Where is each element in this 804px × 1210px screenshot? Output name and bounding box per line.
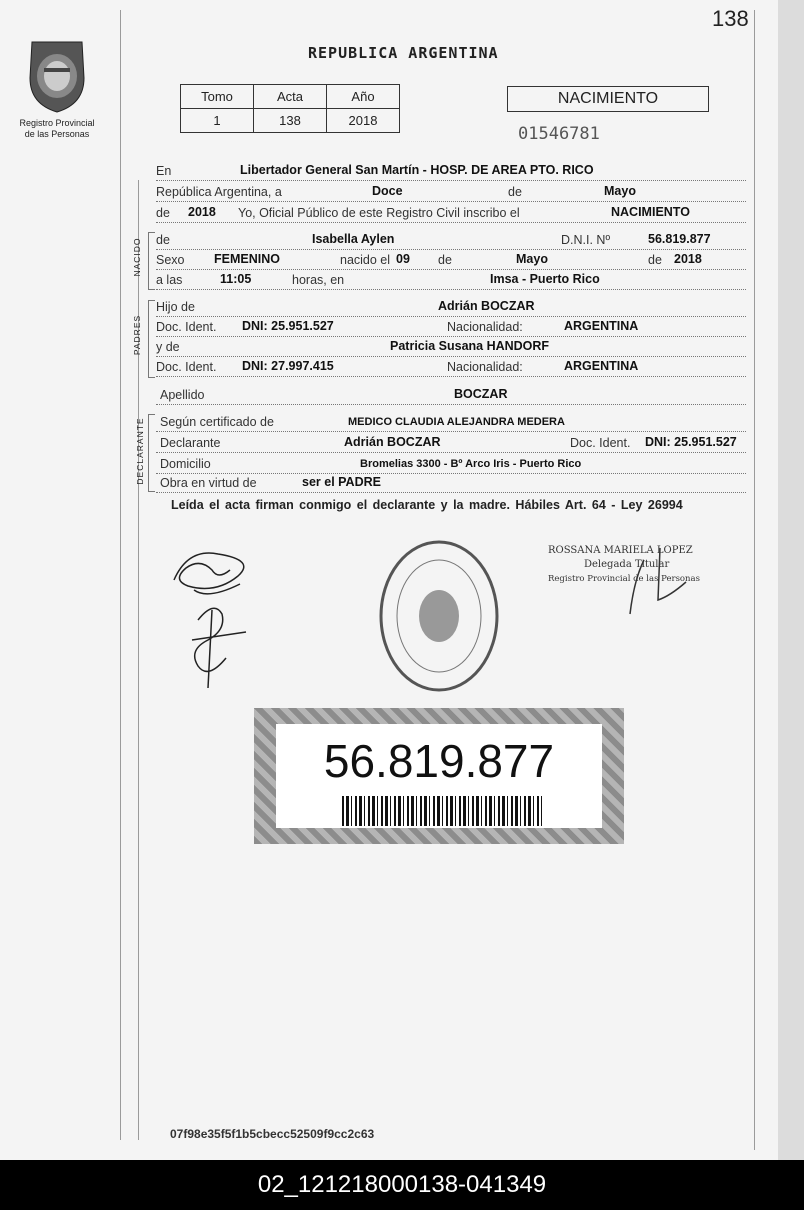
declarant-doc-value: DNI: 25.951.527 bbox=[645, 435, 737, 449]
time-value: 11:05 bbox=[220, 272, 252, 286]
value-anio: 2018 bbox=[327, 109, 400, 133]
barcode-number: 56.819.877 bbox=[323, 735, 555, 787]
mother-nationality-value: ARGENTINA bbox=[564, 359, 639, 373]
margin-line bbox=[120, 10, 121, 1140]
header-tomo: Tomo bbox=[181, 85, 254, 109]
nacido-bracket bbox=[148, 232, 155, 290]
surname-value: BOCZAR bbox=[454, 387, 508, 401]
row-en: En Libertador General San Martín - HOSP. DE AREA PTO. RICO bbox=[156, 160, 746, 181]
section-label-nacido: NACIDO bbox=[132, 237, 142, 277]
document-title: REPUBLICA ARGENTINA bbox=[308, 44, 499, 62]
header-anio: Año bbox=[327, 85, 400, 109]
mother-name-value: Patricia Susana HANDORF bbox=[390, 339, 550, 353]
official-seal-icon bbox=[376, 536, 502, 696]
day-value: Doce bbox=[372, 184, 403, 198]
birth-place-value: Imsa - Puerto Rico bbox=[490, 272, 600, 286]
page-number: 138 bbox=[712, 6, 749, 31]
dni-value: 56.819.877 bbox=[648, 232, 711, 246]
official-stamp: ROSSANA MARIELA LOPEZ Delegada Titular Registro Provincial de las Personas bbox=[548, 545, 700, 584]
provincial-seal-icon bbox=[22, 38, 92, 114]
name-value: Isabella Aylen bbox=[312, 232, 395, 246]
value-tomo: 1 bbox=[181, 109, 254, 133]
footer-code: 02_121218000138-041349 bbox=[0, 1160, 804, 1210]
section-label-padres: PADRES bbox=[132, 314, 142, 356]
barcode-label bbox=[254, 708, 624, 844]
row-hijo: Hijo de Adrián BOCZAR bbox=[156, 296, 746, 317]
row-anio: de 2018 Yo, Oficial Público de este Registro Civil inscribo el NACIMIENTO bbox=[156, 202, 746, 223]
signature-icon bbox=[168, 540, 268, 690]
registry-label: Registro Provincial de las Personas bbox=[19, 118, 95, 139]
row-hora: a las 11:05 horas, en Imsa - Puerto Rico bbox=[156, 269, 746, 290]
inscribed-value: NACIMIENTO bbox=[611, 205, 690, 219]
row-certificado: Según certificado de MEDICO CLAUDIA ALEJANDRA MEDERA bbox=[156, 411, 746, 432]
record-type-box: NACIMIENTO bbox=[507, 86, 709, 112]
father-doc-value: DNI: 25.951.527 bbox=[242, 319, 334, 333]
closing-statement: Leída el acta firman conmigo el declarante y la madre. Hábiles Art. 64 - Ley 26994 bbox=[171, 498, 683, 512]
row-apellido: Apellido BOCZAR bbox=[156, 384, 746, 405]
row-nombre: de Isabella Aylen D.N.I. Nº 56.819.877 bbox=[156, 229, 746, 250]
record-table-values bbox=[181, 109, 400, 133]
row-republica: República Argentina, a Doce de Mayo bbox=[156, 181, 746, 202]
birth-month-value: Mayo bbox=[516, 252, 548, 266]
birth-year-value: 2018 bbox=[674, 252, 702, 266]
address-value: Bromelias 3300 - Bº Arco Iris - Puerto Rico bbox=[360, 458, 582, 470]
declarant-value: Adrián BOCZAR bbox=[344, 435, 441, 449]
document-hash: 07f98e35f5f1b5cbecc52509f9cc2c63 bbox=[170, 1127, 375, 1141]
row-doc2: Doc. Ident. DNI: 27.997.415 Nacionalidad: ARGENTINA bbox=[156, 356, 746, 377]
value-acta: 138 bbox=[254, 109, 327, 133]
right-margin-line bbox=[754, 10, 755, 1150]
sex-value: FEMENINO bbox=[214, 252, 280, 266]
header-acta: Acta bbox=[254, 85, 327, 109]
birth-day-value: 09 bbox=[396, 252, 410, 266]
row-doc1: Doc. Ident. DNI: 25.951.527 Nacionalidad: ARGENTINA bbox=[156, 316, 746, 337]
declarante-bracket bbox=[148, 414, 155, 492]
serial-stamp: 01546781 bbox=[518, 124, 600, 144]
section-label-declarante: DECLARANTE bbox=[135, 417, 145, 485]
page-edge bbox=[778, 0, 804, 1160]
month-value: Mayo bbox=[604, 184, 636, 198]
place-value: Libertador General San Martín - HOSP. DE AREA PTO. RICO bbox=[240, 163, 594, 177]
padres-bracket bbox=[148, 300, 155, 378]
row-domicilio: Domicilio Bromelias 3300 - Bº Arco Iris - Puerto Rico bbox=[156, 453, 746, 474]
row-yde: y de Patricia Susana HANDORF bbox=[156, 336, 746, 357]
father-nationality-value: ARGENTINA bbox=[564, 319, 639, 333]
barcode-icon bbox=[342, 796, 542, 826]
reason-value: ser el PADRE bbox=[302, 475, 381, 489]
mother-doc-value: DNI: 27.997.415 bbox=[242, 359, 334, 373]
record-table bbox=[180, 84, 400, 133]
row-obra: Obra en virtud de ser el PADRE bbox=[156, 472, 746, 493]
year-value: 2018 bbox=[188, 205, 216, 219]
record-table-header bbox=[181, 85, 400, 109]
certificate-value: MEDICO CLAUDIA ALEJANDRA MEDERA bbox=[348, 416, 565, 428]
row-sexo: Sexo FEMENINO nacido el 09 de Mayo de 2018 bbox=[156, 249, 746, 270]
father-name-value: Adrián BOCZAR bbox=[438, 299, 535, 313]
row-declarante: Declarante Adrián BOCZAR Doc. Ident. DNI: 25.951.527 bbox=[156, 432, 746, 453]
